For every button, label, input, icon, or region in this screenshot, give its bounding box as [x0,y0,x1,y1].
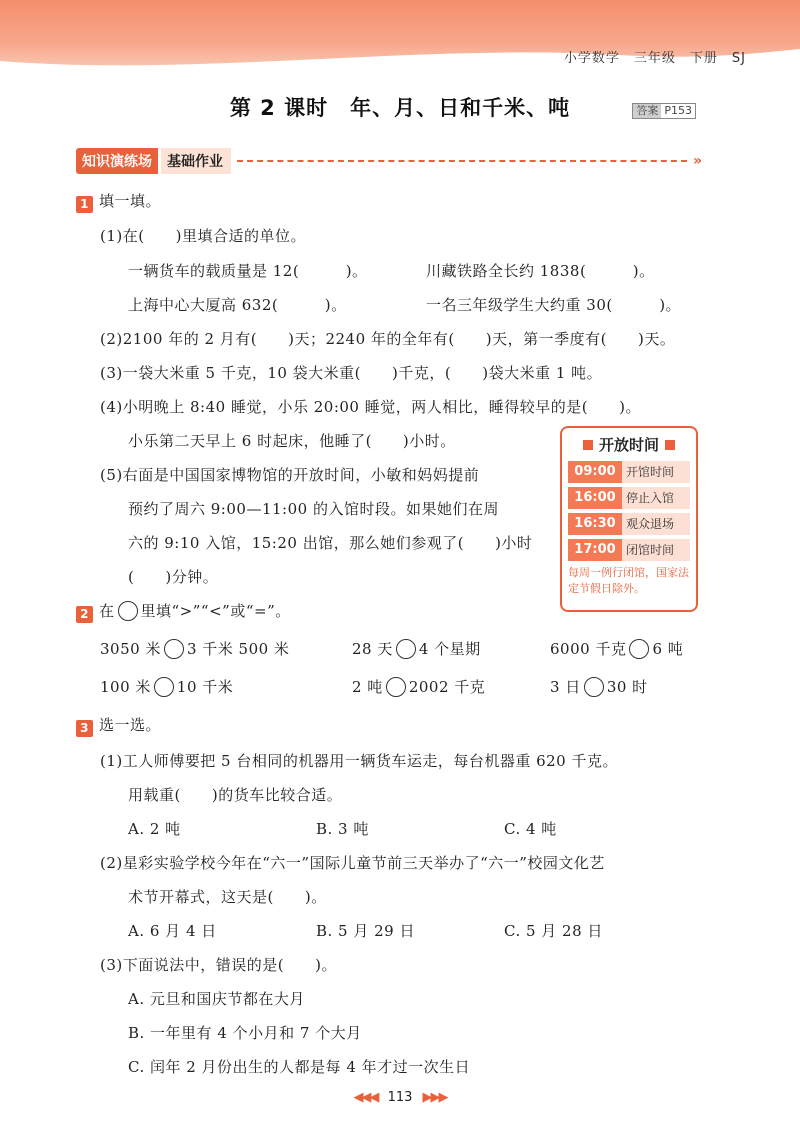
option-b[interactable]: B. 5 月 29 日 [316,922,415,940]
compare-left: 3050 米 [100,640,161,658]
hours-title [568,434,690,455]
q3-sub2b: 术节开幕式，这天是( )。 [128,888,327,906]
left-arrows-icon: ◀◀◀ [353,1090,378,1105]
compare-circle[interactable] [164,639,184,659]
hours-row [568,539,690,561]
q1-sub1a: 一辆货车的载质量是 12( )。 [128,262,368,280]
square-icon [665,440,675,450]
compare-left: 100 米 [100,678,151,696]
hours-row [568,461,690,483]
q1-sub1: (1)在( )里填合适的单位。 [100,227,306,245]
option-b[interactable]: B. 3 吨 [316,820,369,838]
compare-circle[interactable] [154,677,174,697]
q3-sub1a: (1)工人师傅要把 5 台相同的机器用一辆货车运走，每台机器重 620 千克。 [100,752,618,770]
q1-sub5c: 六的 9:10 入馆，15:20 出馆，那么她们参观了( )小时 [128,534,533,552]
hours-time: 16:30 [568,513,622,535]
compare-circle[interactable] [629,639,649,659]
hours-time: 09:00 [568,461,622,483]
q1-sub2: (2)2100 年的 2 月有( )天；2240 年的全年有( )天，第一季度有( )天。 [100,330,676,348]
option-c[interactable]: C. 闰年 2 月份出生的人都是每 4 年才过一次生日 [128,1058,471,1076]
section-divider [237,160,687,162]
compare-right: 4 个星期 [418,640,481,658]
circle-blank-icon [118,601,138,621]
hours-time: 16:00 [568,487,622,509]
q1-sub5a: (5)右面是中国国家博物馆的开放时间，小敏和妈妈提前 [100,466,480,484]
q1-sub1c: 上海中心大厦高 632( )。 [128,296,347,314]
section-name: 基础作业 [158,148,231,174]
compare-right: 10 千米 [176,678,234,696]
right-arrows-icon: ▶▶▶ [422,1090,447,1105]
section-tag: 知识演练场 [76,148,158,174]
square-icon [583,440,593,450]
q3-number: 3 [76,720,93,737]
hours-desc: 停止入馆 [622,487,690,509]
compare-item [100,638,289,659]
q1-heading-text: 填一填。 [99,192,162,210]
compare-item [352,638,481,659]
hours-row [568,487,690,509]
q1-sub4b: 小乐第二天早上 6 时起床，他睡了( )小时。 [128,432,456,450]
hours-row [568,513,690,535]
section-bar [76,148,702,174]
option-c[interactable]: C. 5 月 28 日 [504,922,603,940]
compare-item [550,638,683,659]
compare-item [352,676,485,697]
compare-left: 28 天 [352,640,393,658]
compare-right: 2002 千克 [408,678,486,696]
double-chevron-icon: » [692,153,702,169]
hours-desc: 闭馆时间 [622,539,690,561]
page-footer [0,1090,800,1105]
q2-heading [76,600,291,623]
option-a[interactable]: A. 元旦和国庆节都在大月 [128,990,305,1008]
header-band [0,0,800,78]
q3-sub3: (3)下面说法中，错误的是( )。 [100,956,337,974]
page-title: 第 2 课时 年、月、日和千米、吨 [229,96,571,120]
compare-right: 6 吨 [652,640,684,658]
answer-page: P153 [661,104,695,118]
q3-heading-text: 选一选。 [99,716,162,734]
hours-time: 17:00 [568,539,622,561]
compare-item [100,676,233,697]
q1-sub4: (4)小明晚上 8:40 睡觉，小乐 20:00 睡觉，两人相比，睡得较早的是( )。 [100,398,641,416]
q2-heading-pre: 在 [99,602,115,620]
q3-sub1b: 用载重( )的货车比较合适。 [128,786,343,804]
page-number: 113 [387,1090,413,1105]
option-a[interactable]: A. 2 吨 [128,820,181,838]
grade: 三年级 [633,51,676,66]
subject: 小学数学 [563,51,620,66]
compare-right: 3 千米 500 米 [186,640,290,658]
hours-note: 每周一例行闭馆，国家法定节假日除外。 [568,566,689,595]
q3-sub2a: (2)星彩实验学校今年在“六一”国际儿童节前三天举办了“六一”校园文化艺 [100,854,605,872]
opening-hours-box [560,426,698,612]
q2-number: 2 [76,606,93,623]
compare-circle[interactable] [584,677,604,697]
option-a[interactable]: A. 6 月 4 日 [128,922,217,940]
hours-desc: 开馆时间 [622,461,690,483]
hours-title-text: 开放时间 [598,436,659,454]
q1-sub5b: 预约了周六 9:00—11:00 的入馆时段。如果她们在周 [128,500,499,518]
volume: 下册 [689,51,718,66]
q1-heading [76,190,161,213]
compare-item [550,676,648,697]
q1-sub5d: ( )分钟。 [128,568,219,586]
compare-circle[interactable] [386,677,406,697]
option-b[interactable]: B. 一年里有 4 个小月和 7 个大月 [128,1024,362,1042]
compare-right: 30 时 [606,678,648,696]
q1-sub1d: 一名三年级学生大约重 30( )。 [426,296,682,314]
q2-heading-post: 里填“>”“<”或“=”。 [140,602,291,620]
q1-sub1b: 川藏铁路全长约 1838( )。 [426,262,655,280]
compare-left: 6000 千克 [550,640,627,658]
compare-left: 2 吨 [352,678,383,696]
hours-desc: 观众退场 [622,513,690,535]
q3-heading [76,714,161,737]
edition: SJ [731,51,746,66]
option-c[interactable]: C. 4 吨 [504,820,557,838]
compare-left: 3 日 [550,678,581,696]
answer-label: 答案 [633,104,661,118]
q1-sub3: (3)一袋大米重 5 千克，10 袋大米重( )千克，( )袋大米重 1 吨。 [100,364,603,382]
answer-reference [632,103,696,119]
course-info [550,47,746,66]
compare-circle[interactable] [396,639,416,659]
q1-number: 1 [76,196,93,213]
